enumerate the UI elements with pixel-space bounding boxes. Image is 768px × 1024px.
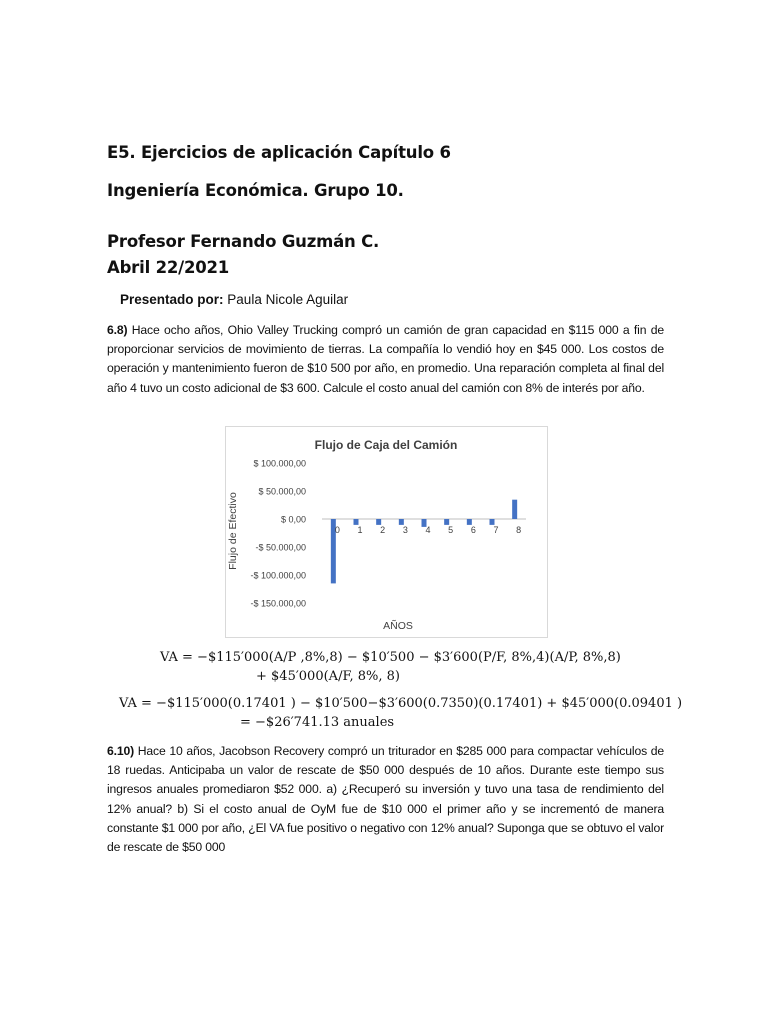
date-line: Abril 22/2021 [107, 258, 230, 277]
chart-bar [490, 519, 495, 525]
professor-line: Profesor Fernando Guzmán C. [107, 232, 380, 251]
cash-flow-chart [225, 426, 548, 638]
chart-bar [444, 519, 449, 525]
y-tick-label: -$ 150.000,00 [250, 598, 306, 609]
document-title: E5. Ejercicios de aplicación Capítulo 6 [107, 143, 451, 162]
chart-x-ticks [335, 525, 521, 535]
x-tick-label: 5 [448, 525, 454, 535]
x-tick-label: 0 [334, 525, 340, 535]
equation-1-line-1: VA = −$115′000(A/P ,8%,8) − $10′500 − $3′600(P/F, 8%,4)(A/P, 8%,8) [160, 650, 621, 665]
presented-by-name: Paula Nicole Aguilar [227, 292, 349, 307]
y-tick-label: -$ 50.000,00 [255, 542, 306, 553]
x-tick-label: 7 [493, 525, 499, 535]
chart-y-axis-label: Flujo de Efectivo [227, 492, 239, 570]
problem-6-10-text: Hace 10 años, Jacobson Recovery compró un triturador en $285 000 para compactar vehículos de 18 ruedas. Anticipaba un valor de rescate de $50 000 después de 10 años. Durante este tiempo sus ingresos anuales promediaron $52 000. a) ¿Recuperó su inversión y tuvo una tasa de rendimiento del 12% anual? b) Si el costo anual de OyM fue de $10 000 el primer año y se incrementó de manera constante $1 000 por año, ¿El VA fue positivo o negativo con 12% anual? Suponga que se obtuvo el valor de rescate de $50 000 [107, 744, 664, 855]
cash-flow-chart-svg [226, 427, 547, 637]
x-tick-label: 8 [516, 525, 522, 535]
course-subtitle: Ingeniería Económica. Grupo 10. [107, 181, 404, 200]
equation-2-line-2: = −$26′741.13 anuales [240, 715, 395, 730]
chart-y-ticks [250, 459, 306, 609]
problem-6-8-number: 6.8) [107, 323, 128, 337]
chart-bars [331, 500, 517, 584]
x-tick-label: 3 [402, 525, 408, 535]
x-tick-label: 2 [380, 525, 386, 535]
chart-x-axis-label: AÑOS [383, 620, 413, 632]
chart-bar [354, 519, 359, 525]
chart-bar [512, 500, 517, 519]
problem-6-10-number: 6.10) [107, 744, 135, 758]
y-tick-label: $ 100.000,00 [253, 458, 306, 469]
problem-6-8 [107, 321, 664, 398]
x-tick-label: 4 [425, 525, 431, 535]
problem-6-10 [107, 742, 664, 857]
x-tick-label: 6 [470, 525, 476, 535]
presented-by [120, 292, 348, 307]
y-tick-label: $ 50.000,00 [258, 486, 306, 497]
chart-bar [376, 519, 381, 525]
equation-1-line-2: + $45′000(A/F, 8%, 8) [256, 669, 400, 684]
equation-2-line-1: VA = −$115′000(0.17401 ) − $10′500−$3′600(0.7350)(0.17401) + $45′000(0.09401 ) [119, 696, 683, 711]
chart-bar [467, 519, 472, 525]
y-tick-label: $ 0,00 [280, 514, 306, 525]
problem-6-8-text: Hace ocho años, Ohio Valley Trucking compró un camión de gran capacidad en $115 000 a fin de proporcionar servicios de movimiento de tierras. La compañía lo vendió hoy en $45 000. Los costos de operación y mantenimiento fueron de $10 500 por año, en promedio. Una reparación completa al final del año 4 tuvo un costo adicional de $3 600. Calcule el costo anual del camión con 8% de interés por año. [107, 323, 664, 395]
chart-bar [399, 519, 404, 525]
x-tick-label: 1 [357, 525, 363, 535]
presented-by-label: Presentado por: [120, 292, 224, 307]
chart-title: Flujo de Caja del Camión [314, 438, 458, 452]
y-tick-label: -$ 100.000,00 [250, 570, 306, 581]
